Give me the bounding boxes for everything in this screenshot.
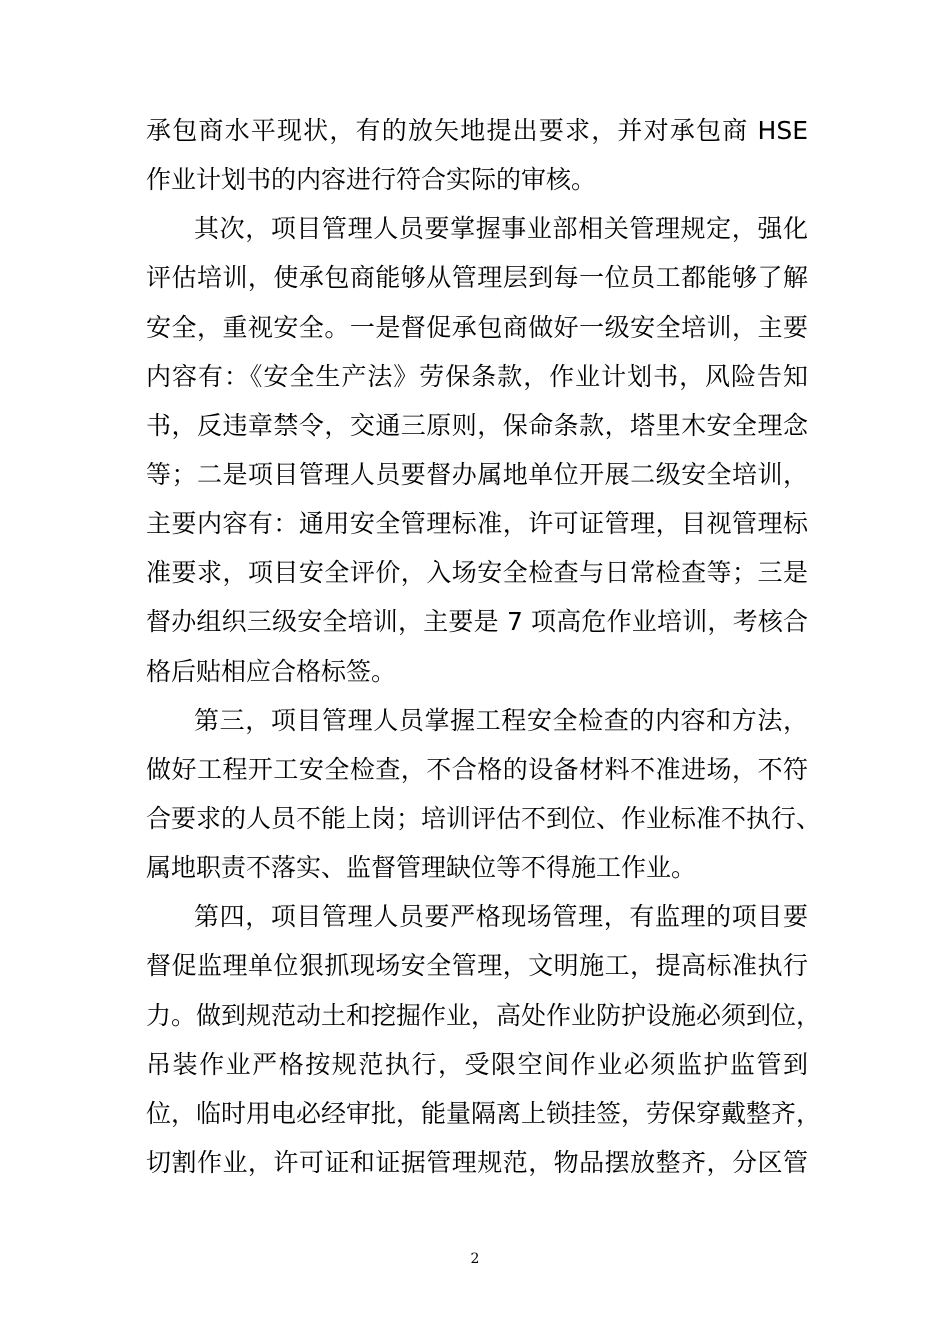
text-line: 力。做到规范动土和挖掘作业，高处作业防护设施必须到位， <box>146 1000 822 1030</box>
text-line: 书，反违章禁令，交通三原则，保命条款，塔里木安全理念 <box>146 410 808 440</box>
text-line: 合要求的人员不能上岗；培训评估不到位、作业标准不执行、 <box>146 803 822 833</box>
paragraph-first-line: 其次，项目管理人员要掌握事业部相关管理规定，强化 <box>194 214 808 244</box>
text-line: 切割作业，许可证和证据管理规范，物品摆放整齐，分区管 <box>146 1147 808 1177</box>
text-line: 吊装作业严格按规范执行，受限空间作业必须监护监管到 <box>146 1049 808 1079</box>
body-text <box>146 106 822 1187</box>
paragraph-first-line: 第四，项目管理人员要严格现场管理，有监理的项目要 <box>194 902 808 932</box>
page-number: 2 <box>470 1251 480 1267</box>
text-line: 准要求，项目安全评价，入场安全检查与日常检查等；三是 <box>146 558 808 588</box>
text-line: 安全，重视安全。一是督促承包商做好一级安全培训，主要 <box>146 312 808 342</box>
text-line: 承包商水平现状，有的放矢地提出要求，并对承包商 HSE <box>146 116 808 145</box>
text-line: 等；二是项目管理人员要督办属地单位开展二级安全培训， <box>146 459 808 489</box>
text-line: 内容有：《安全生产法》劳保条款，作业计划书，风险告知 <box>146 361 808 391</box>
text-line: 评估培训，使承包商能够从管理层到每一位员工都能够了解 <box>146 263 808 293</box>
text-line: 督办组织三级安全培训，主要是 7 项高危作业培训，考核合 <box>146 607 808 637</box>
text-line: 主要内容有：通用安全管理标准，许可证管理，目视管理标 <box>146 509 808 539</box>
text-line: 做好工程开工安全检查，不合格的设备材料不准进场，不符 <box>146 754 808 784</box>
text-line: 格后贴相应合格标签。 <box>146 656 397 686</box>
text-line: 督促监理单位狠抓现场安全管理，文明施工，提高标准执行 <box>146 951 808 981</box>
paragraph-first-line: 第三，项目管理人员掌握工程安全检查的内容和方法， <box>194 705 808 735</box>
text-line: 位，临时用电必经审批，能量隔离上锁挂签，劳保穿戴整齐， <box>146 1098 822 1128</box>
text-line: 作业计划书的内容进行符合实际的审核。 <box>146 165 597 195</box>
text-line: 属地职责不落实、监督管理缺位等不得施工作业。 <box>146 853 697 883</box>
